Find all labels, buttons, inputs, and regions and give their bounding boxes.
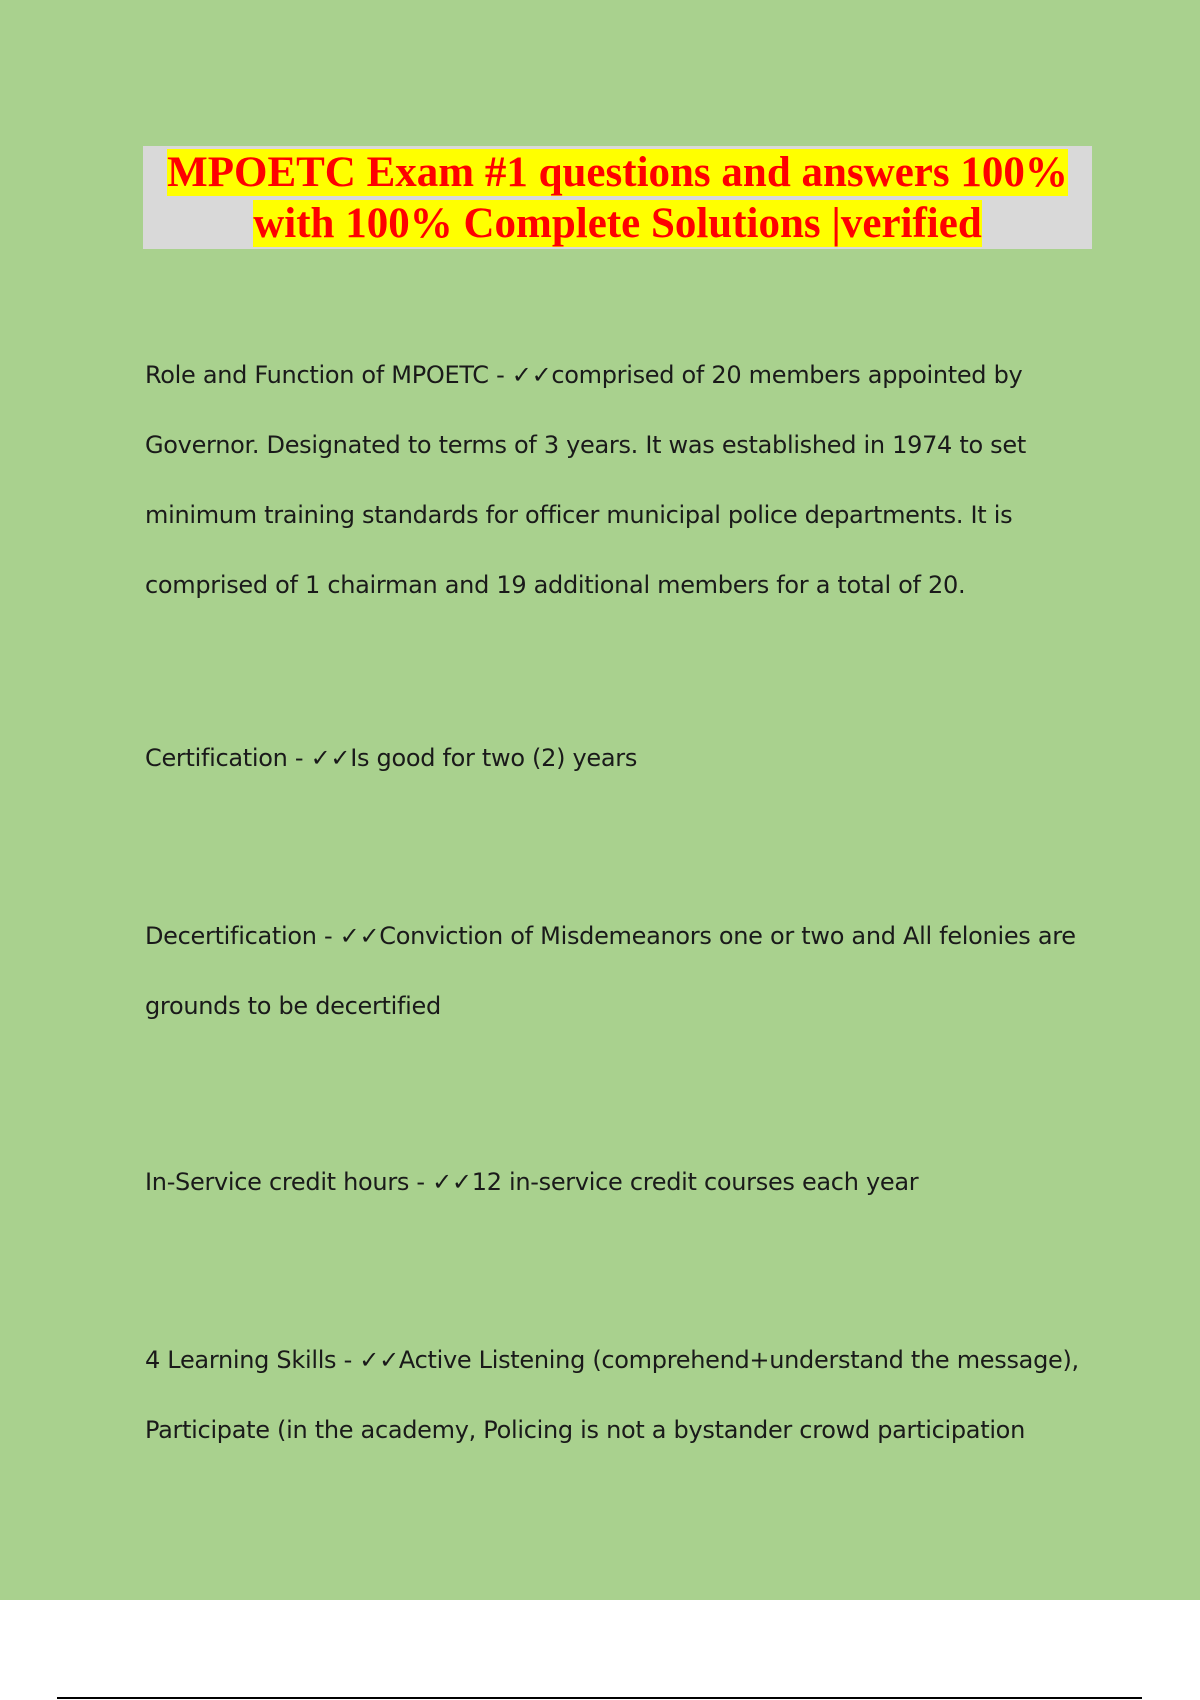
qa-entry-decertification — [145, 901, 1105, 1041]
qa-line: comprised of 1 chairman and 19 additional members for a total of 20. — [145, 571, 966, 599]
qa-line: Governor. Designated to terms of 3 years. It was established in 1974 to set — [145, 431, 1026, 459]
qa-entry-certification — [145, 723, 1105, 793]
title-banner — [143, 146, 1092, 249]
qa-entry-role-function — [145, 340, 1105, 620]
qa-line: grounds to be decertified — [145, 992, 441, 1020]
document-title — [143, 146, 1092, 249]
qa-line: 4 Learning Skills - ✓✓Active Listening (comprehend+understand the message), — [145, 1346, 1079, 1374]
qa-line: Role and Function of MPOETC - ✓✓comprised of 20 members appointed by — [145, 361, 1023, 389]
qa-line: Certification - ✓✓Is good for two (2) years — [145, 744, 638, 772]
footer-divider — [57, 1697, 1142, 1699]
qa-line: minimum training standards for officer municipal police departments. It is — [145, 501, 1013, 529]
title-line-1: MPOETC Exam #1 questions and answers 100% — [167, 149, 1068, 196]
qa-line: In-Service credit hours - ✓✓12 in-service credit courses each year — [145, 1168, 919, 1196]
qa-line: Decertification - ✓✓Conviction of Misdemeanors one or two and All felonies are — [145, 922, 1076, 950]
qa-entry-in-service-hours — [145, 1147, 1105, 1217]
qa-entry-learning-skills — [145, 1325, 1105, 1465]
qa-line: Participate (in the academy, Policing is not a bystander crowd participation — [145, 1416, 1025, 1444]
title-line-2: with 100% Complete Solutions |verified — [253, 200, 982, 247]
